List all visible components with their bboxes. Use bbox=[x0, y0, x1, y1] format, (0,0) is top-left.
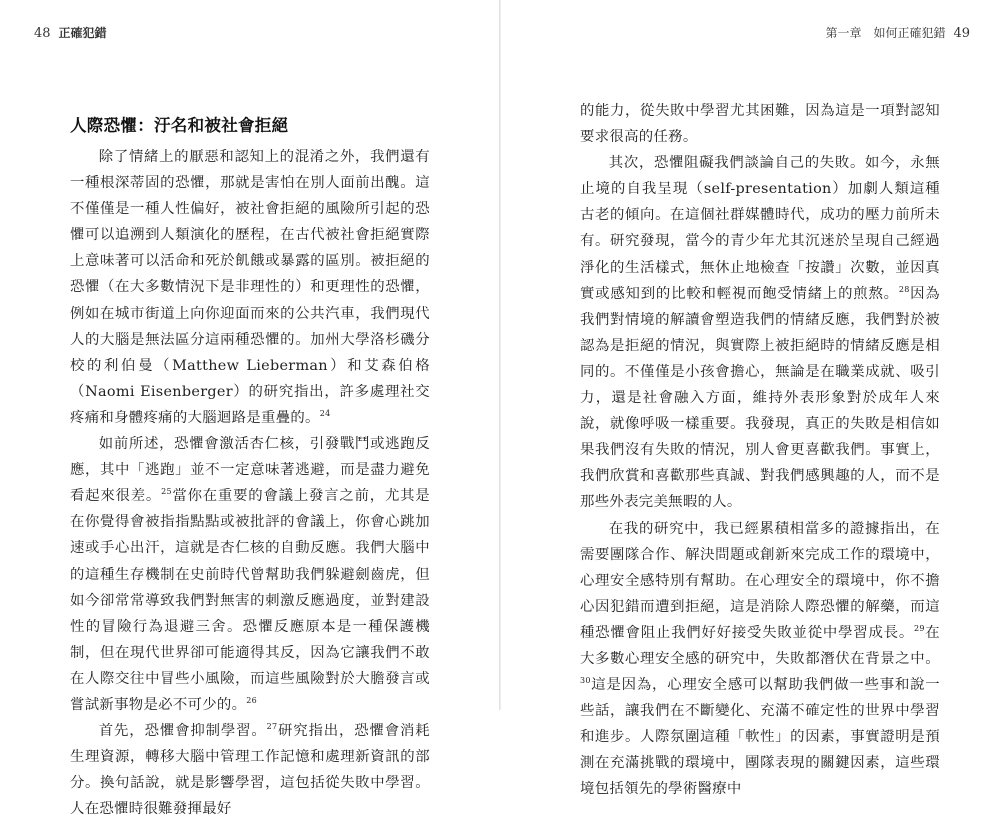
paragraph bbox=[70, 144, 430, 431]
right-body-text bbox=[580, 98, 940, 803]
paragraph-text: 因為我們對情境的解讀會塑造我們的情緒反應，我們對於被認為是拒絕的情況，與實際上被拒絕時的情緒反應是相同的。不僅僅是小孩會擔心，無論是在職業成就、吸引力，還是社會融入方面，維持外表形象對於成年人來說，就像呼吸一樣重要。我發現，真正的失敗是相信如果我們沒有失敗的情況，別人會更喜歡我們。事實上，我們欣賞和喜歡那些真誠、對我們感興趣的人，而不是那些外表完美無暇的人。 bbox=[580, 285, 940, 511]
left-running-header bbox=[34, 24, 107, 41]
paragraph-text: 在我的研究中，我已經累積相當多的證據指出，在需要團隊合作、解決問題或創新來完成工作的環境中，心理安全感特別有幫助。在心理安全的環境中，你不擔心因犯錯而遭到拒絕，這是消除人際恐懼的解藥，而這種恐懼會阻止我們好好接受失敗並從中學習成長。 bbox=[580, 520, 940, 641]
paragraph-text: 在大多數心理安全感的研究中，失敗都潛伏在背景之中。 bbox=[580, 624, 940, 667]
footnote-ref: 30 bbox=[580, 676, 591, 686]
section-title: 人際恐懼：汙名和被社會拒絕 bbox=[70, 116, 289, 135]
footnote-ref: 28 bbox=[898, 284, 910, 294]
running-title: 第一章 如何正確犯錯 bbox=[825, 26, 946, 40]
paragraph-text: 其次，恐懼阻礙我們談論自己的失敗。如今，永無止境的自我呈現（self-presentation）加劇人類這種古老的傾向。在這個社群媒體時代，成功的壓力前所未有。研究發現，當今的青少年尤其沉迷於呈現自己經過淨化的生活樣式，無休止地檢查「按讚」次數，並因真實或感知到的比較和輕視而飽受情緒上的煎熬。 bbox=[580, 155, 940, 302]
footnote-ref: 26 bbox=[246, 695, 258, 705]
right-running-header bbox=[825, 24, 970, 41]
running-title: 正確犯錯 bbox=[58, 26, 107, 40]
left-body-text bbox=[70, 112, 430, 822]
paragraph bbox=[70, 431, 430, 718]
right-page bbox=[500, 0, 1000, 798]
footnote-ref: 27 bbox=[266, 722, 278, 732]
paragraph-text: 當你在重要的會議上發言之前，尤其是在你覺得會被指指點點或被批評的會議上，你會心跳加速或手心出汗，這就是杏仁核的自動反應。我們大腦中的這種生存機制在史前時代曾幫助我們躲避劍齒虎，但如今卻常常導致我們對無害的刺激反應過度，並對建設性的冒險行為退避三舍。恐懼反應原本是一種保護機制，但在現代世界卻可能適得其反，因為它讓我們不敢在人際交往中冒些小風險，而這些風險對於大膽發言或嘗試新事物是必不可少的。 bbox=[70, 488, 430, 713]
paragraph-text: 的能力，從失敗中學習尤其困難，因為這是一項對認知要求很高的任務。 bbox=[580, 103, 940, 146]
paragraph bbox=[580, 150, 940, 515]
paragraph bbox=[580, 98, 940, 150]
footnote-ref: 24 bbox=[319, 408, 331, 418]
left-page bbox=[0, 0, 500, 818]
paragraph bbox=[580, 516, 940, 803]
page-number: 49 bbox=[953, 26, 970, 41]
footnote-ref: 25 bbox=[161, 487, 172, 497]
paragraph bbox=[70, 718, 430, 822]
page-number: 48 bbox=[34, 26, 51, 41]
paragraph-text: 這是因為，心理安全感可以幫助我們做一些事和說一些話，讓我們在不斷變化、充滿不確定性的世界中學習和進步。人際氛圍這種「軟性」的因素，事實證明是預測在充滿挑戰的環境中，團隊表現的關鍵因素，這些環境包括領先的學術醫療中 bbox=[580, 677, 940, 798]
paragraph-text: 除了情緒上的厭惡和認知上的混淆之外，我們還有一種根深蒂固的恐懼，那就是害怕在別人面前出醜。這不僅僅是一種人性偏好，被社會拒絕的風險所引起的恐懼可以追溯到人類演化的歷程，在古代被社會拒絕實際上意味著可以活命和死於飢餓或暴露的區別。被拒絕的恐懼（在大多數情況下是非理性的）和更理性的恐懼，例如在城市街道上向你迎面而來的公共汽車，我們現代人的大腦是無法區分這兩種恐懼的。加州大學洛杉磯分校的利伯曼（Matthew Lieberman）和艾森伯格（Naomi Eisenberger）的研究指出，許多處理社交疼痛和身體疼痛的大腦迴路是重疊的。 bbox=[70, 149, 430, 426]
paragraph-text: 研究指出，恐懼會消耗生理資源，轉移大腦中管理工作記憶和處理新資訊的部分。換句話說，就是影響學習，這包括從失敗中學習。人在恐懼時很難發揮最好 bbox=[70, 723, 430, 818]
paragraph-text: 首先，恐懼會抑制學習。 bbox=[98, 723, 267, 740]
footnote-ref: 29 bbox=[914, 623, 925, 633]
paragraph-text: 如前所述，恐懼會激活杏仁核，引發戰鬥或逃跑反應，其中「逃跑」並不一定意味著逃避，而是盡力避免看起來很差。 bbox=[70, 436, 430, 505]
